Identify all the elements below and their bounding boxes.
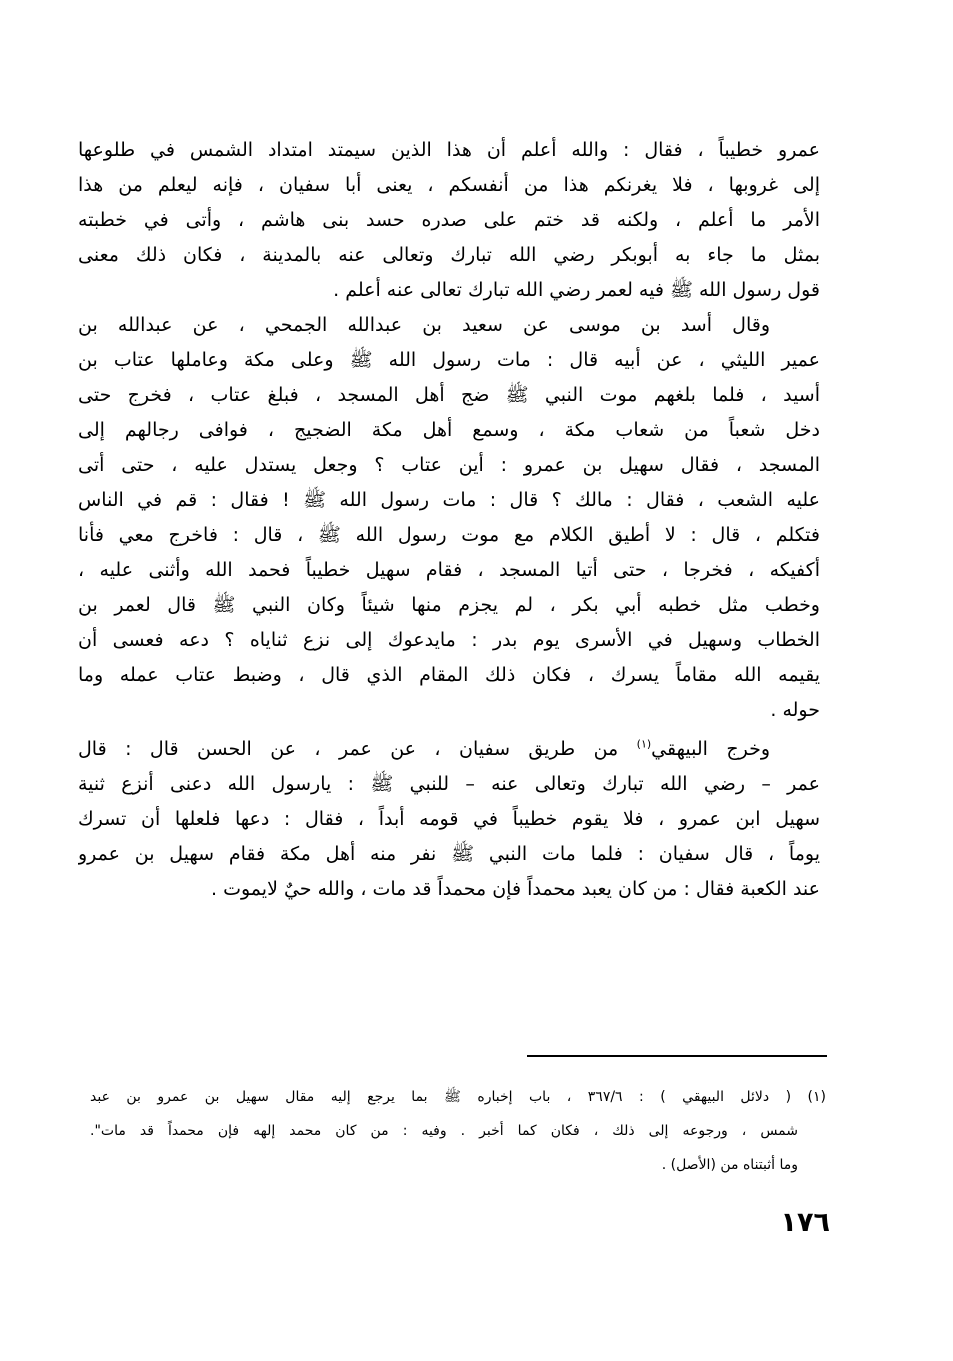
text-line: يوماً ، قال سفيان : فلما مات النبي ﷺ نفر منه أهل مكة فقام سهيل بن عمرو	[78, 843, 820, 865]
text-line	[78, 732, 820, 767]
text-line: الخطاب وسهيل في الأسرى يوم بدر : مايدعوك إلى نزع ثناياه ؟ دعه فعسى أن	[78, 629, 820, 651]
text-line: أكفيكه ، فخرجا ، حتى أتيا المسجد ، فقام سهيل خطيباً فحمد الله وأثنى عليه ،	[78, 559, 820, 581]
text-line: قول رسول الله ﷺ فيه لعمر رضي الله تبارك تعالى عنه أعلم .	[333, 279, 820, 301]
footnote-line: (١) ( دلائل البيهقي ) : ٣٦٧/٦ ، باب إخباره ﷺ بما يرجع إليه مقال سهيل بن عمرو بن عبد	[90, 1089, 826, 1105]
text-line: دخل شعباً من شعاب مكة ، وسمع أهل مكة الضجيج ، فوافى رجالهم إلى	[78, 419, 820, 441]
paragraph-1	[78, 133, 820, 308]
text-line: سهيل ابن عمرو ، فلا يقوم خطيباً في قومه أبداً ، فقال : دعها فلعلها أن تسرك	[78, 808, 820, 830]
footnotes	[90, 1080, 826, 1182]
text-line: يقيمه الله مقاماً يسرك ، فكان ذلك المقام الذي قال ، وضبط عتاب عمله وما	[78, 664, 820, 686]
paragraph-3	[78, 732, 820, 907]
footnote-reference[interactable]: (١)	[636, 737, 652, 751]
text-line: وقال أسد بن موسى عن سعيد بن عبدالله الجمحي ، عن عبدالله بن	[78, 314, 770, 336]
text-line: عند الكعبة فقال : من كان يعبد محمداً فإن محمداً قد مات ، والله حيٌ لايموت .	[211, 878, 820, 900]
text-line: عمر – رضي الله تبارك وتعالى عنه – للنبي ﷺ : يارسول الله دعنى أنزع ثنية	[78, 773, 820, 795]
text-line: أسيد ، فلما بلغهم موت النبي ﷺ ضج أهل المسجد ، فبلغ عتاب ، فخرج حتى	[78, 384, 820, 406]
text-line: بمثل ما جاء به أبوبكر رضي الله تبارك وتعالى عنه بالمدينة ، فكان ذلك معنى	[78, 244, 820, 266]
text-line: عليه الشعب ، فقال : مالك ؟ قال : مات رسول الله ﷺ ! فقال : قم في الناس	[78, 489, 820, 511]
text-line: وخطب مثل خطبه أبي بكر ، لم يجزم منها شيئاً وكان النبي ﷺ قال لعمر بن	[78, 594, 820, 616]
footnote-line: شمس ، ورجوعه إلى ذلك ، فكان كما أخبر . وفيه : من كان محمد إلهه فإن محمداً قد مات".	[90, 1123, 798, 1139]
paragraph-2	[78, 308, 820, 728]
text-line: حوله .	[770, 699, 820, 721]
text-line: عمير الليثي ، عن أبيه قال : مات رسول الله ﷺ وعلى مكة وعاملها عتاب بن	[78, 349, 820, 371]
text-line: عمرو خطيباً ، فقال : والله أعلم أن هذا الذين سيمتد امتداد الشمس في طلوعها	[78, 139, 820, 161]
text-run: من طريق سفيان ، عن عمر ، عن الحسن قال : قال	[78, 738, 637, 760]
text-line: إلى غروبها ، فلا يغرنكم هذا من أنفسكم ، يعنى أبا سفيان ، فإنه ليعلم من هذا	[78, 174, 820, 196]
text-run: وخرج البيهقي	[651, 738, 771, 760]
text-line: المسجد ، فقال سهيل بن عمرو : أين عتاب ؟ وجعل يستدل عليه ، حتى أتى	[78, 454, 820, 476]
page-number: ١٧٦	[780, 1207, 830, 1238]
text-line: الأمر ما أعلم ، ولكنه قد ختم على صدره حسد بنى هاشم ، وأتى في خطبته	[78, 209, 820, 231]
body-text	[78, 133, 820, 907]
footnote-line: وما أثبتناه من (الأصل) .	[661, 1157, 798, 1173]
footnote-separator	[527, 1055, 827, 1057]
text-line: فتكلم ، قال : لا أطيق الكلام مع موت رسول الله ﷺ ، قال : فاخرج معي فأنا	[78, 524, 820, 546]
